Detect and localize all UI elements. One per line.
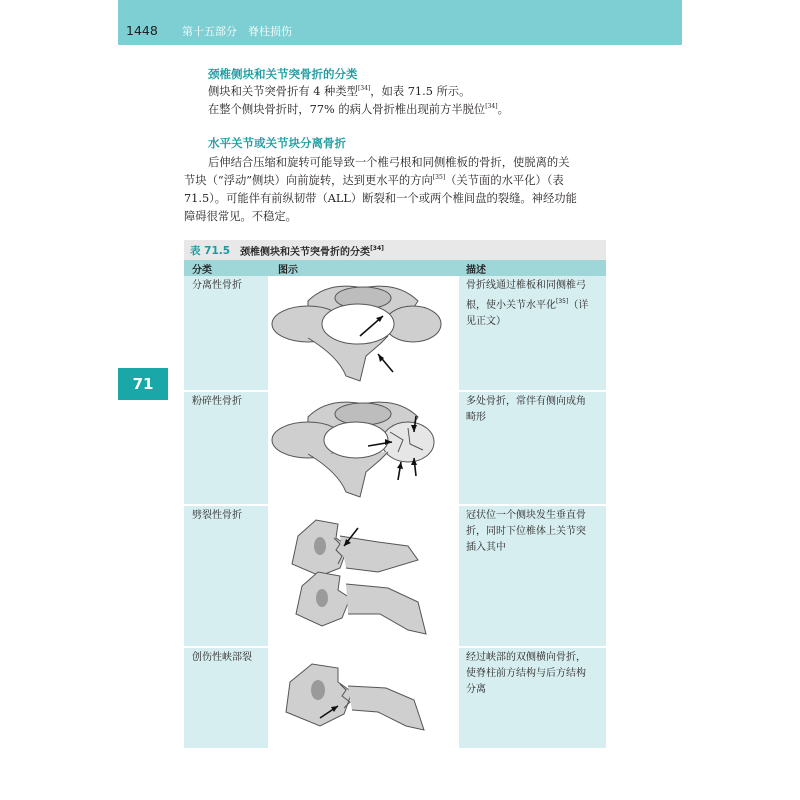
paragraph-line: 71.5）。可能伴有前纵韧带（ALL）断裂和一个或两个椎间盘的裂缝。神经功能 bbox=[184, 192, 577, 205]
row-description: 冠状位一个侧块发生垂直骨 折，同时下位椎体上关节突 插入其中 bbox=[466, 510, 586, 553]
figure-traumatic-spondylolysis bbox=[268, 648, 459, 748]
figure-split-fracture bbox=[268, 506, 459, 646]
table-caption bbox=[184, 240, 606, 260]
column-header-description: 描述 bbox=[466, 265, 486, 276]
figure-comminuted-fracture bbox=[268, 392, 459, 504]
row-category: 分离性骨折 bbox=[192, 280, 242, 291]
row-description: 多处骨折，常伴有侧向成角 畸形 bbox=[466, 396, 586, 423]
table-row bbox=[184, 276, 606, 390]
row-category: 粉碎性骨折 bbox=[192, 396, 242, 407]
paragraph-line: 后伸结合压缩和旋转可能导致一个椎弓根和同侧椎板的骨折，使脱离的关 bbox=[208, 156, 570, 169]
paragraph-line: 在整个侧块骨折时，77% 的病人骨折椎出现前方半脱位[34]。 bbox=[208, 103, 509, 116]
table-row bbox=[184, 648, 606, 748]
table-number: 表 71.5 bbox=[190, 244, 231, 257]
row-description: 经过峡部的双侧横向骨折， 使脊柱前方结构与后方结构 分离 bbox=[466, 652, 586, 695]
column-header-figure: 图示 bbox=[278, 265, 298, 276]
heading-classification: 颈椎侧块和关节突骨折的分类 bbox=[208, 67, 358, 81]
table-row bbox=[184, 506, 606, 646]
paragraph-line: 障碍很常见。不稳定。 bbox=[184, 210, 297, 223]
row-category: 创伤性峡部裂 bbox=[192, 652, 252, 663]
row-category: 劈裂性骨折 bbox=[192, 510, 242, 521]
table-header-row bbox=[184, 260, 606, 276]
chapter-tab: 71 bbox=[118, 368, 168, 400]
page-number: 1448 bbox=[126, 23, 158, 38]
section-title: 第十五部分 脊柱损伤 bbox=[182, 25, 292, 38]
table-row bbox=[184, 392, 606, 504]
column-header-category: 分类 bbox=[192, 265, 212, 276]
row-description: 骨折线通过椎板和同侧椎弓 根，使小关节水平化[35]（详 见正文） bbox=[466, 280, 589, 327]
table-title: 颈椎侧块和关节突骨折的分类[34] bbox=[240, 244, 384, 258]
paragraph-line: 节块（“浮动”侧块）向前旋转，达到更水平的方向[35]（关节面的水平化）（表 bbox=[184, 174, 564, 187]
figure-separation-fracture bbox=[268, 276, 459, 390]
heading-horizontal-fracture: 水平关节或关节块分离骨折 bbox=[208, 136, 346, 150]
paragraph-line: 侧块和关节突骨折有 4 种类型[34]，如表 71.5 所示。 bbox=[208, 85, 471, 98]
